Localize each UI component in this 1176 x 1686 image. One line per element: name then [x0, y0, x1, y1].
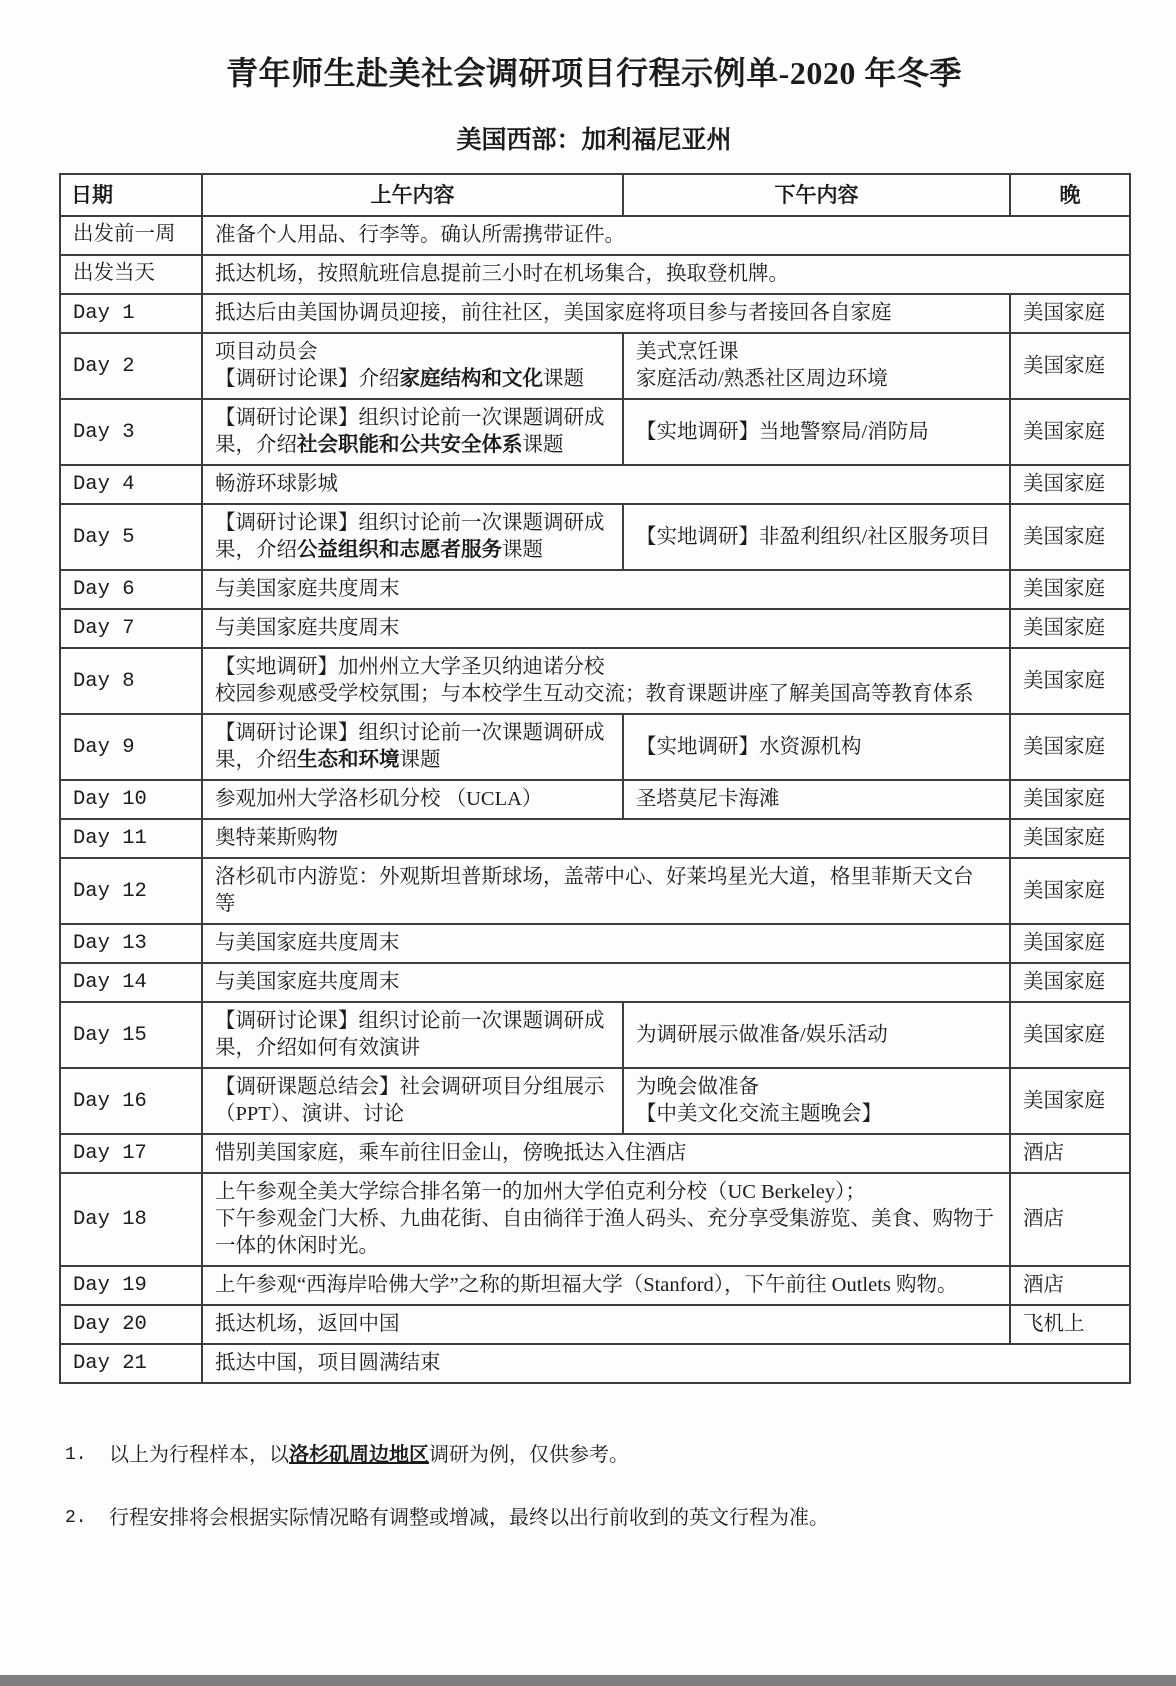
day-cell: Day 3 — [60, 399, 202, 465]
footnote-1 — [59, 1442, 1129, 1469]
cell-text: 上午参观“西海岸哈佛大学”之称的斯坦福大学（Stanford），下午前往 Outlets 购物。 — [215, 1274, 958, 1296]
table-row — [60, 333, 1130, 399]
cell-text: 奥特莱斯购物 — [215, 827, 338, 849]
column-header-morning: 上午内容 — [202, 174, 623, 216]
full-cell — [202, 648, 1010, 714]
cell-text: 美国家庭 — [1023, 788, 1105, 810]
footnote-text — [109, 1442, 1129, 1469]
cell-text: 下午参观金门大桥、九曲花街、自由徜徉于渔人码头、充分享受集游览、美食、购物于一体的休闲时光。 — [215, 1208, 994, 1257]
cell-text: 美国家庭 — [1023, 735, 1105, 758]
table-row — [60, 648, 1130, 714]
cell-text: 为晚会做准备 — [636, 1076, 759, 1098]
cell-text: 美国家庭 — [1023, 669, 1105, 692]
evening-cell — [1010, 333, 1130, 399]
evening-cell — [1010, 1134, 1130, 1173]
cell-text: 【调研课题总结会】社会调研项目分组展示（PPT）、演讲、讨论 — [215, 1076, 605, 1125]
evening-cell — [1010, 714, 1130, 780]
cell-text: 课题 — [502, 539, 543, 561]
full-cell — [202, 819, 1010, 858]
morning-cell — [202, 504, 623, 570]
topic-emphasis: 家庭结构和文化 — [399, 368, 543, 390]
cell-text: 【实地调研】水资源机构 — [636, 735, 862, 758]
footnote-text-post: 调研为例，仅供参考。 — [429, 1444, 629, 1466]
evening-cell — [1010, 399, 1130, 465]
footnote-emphasis: 洛杉矶周边地区 — [289, 1444, 429, 1466]
table-row — [60, 570, 1130, 609]
cell-text: 惜别美国家庭，乘车前往旧金山，傍晚抵达入住酒店 — [215, 1142, 687, 1164]
day-cell: Day 6 — [60, 570, 202, 609]
cell-text: 【调研讨论课】介绍 — [215, 368, 400, 390]
cell-text: 【调研讨论课】组织讨论前一次课题调研成果，介绍 — [215, 407, 605, 456]
evening-cell — [1010, 1305, 1130, 1344]
afternoon-cell — [623, 1068, 1010, 1134]
day-cell: Day 16 — [60, 1068, 202, 1134]
evening-cell — [1010, 570, 1130, 609]
cell-text: 美国家庭 — [1023, 971, 1105, 993]
afternoon-cell — [623, 714, 1010, 780]
cell-text: 课题 — [522, 434, 564, 456]
itinerary-table — [59, 173, 1131, 1384]
evening-cell — [1010, 1002, 1130, 1068]
afternoon-cell — [623, 504, 1010, 570]
day-cell: Day 13 — [60, 924, 202, 963]
cell-text: 上午参观全美大学综合排名第一的加州大学伯克利分校（UC Berkeley）； — [215, 1181, 866, 1203]
evening-cell — [1010, 504, 1130, 570]
cell-text: 飞机上 — [1023, 1313, 1085, 1335]
full-cell — [202, 924, 1010, 963]
table-row — [60, 819, 1130, 858]
morning-cell — [202, 1002, 623, 1068]
table-row — [60, 1134, 1130, 1173]
header-row — [60, 174, 1130, 216]
day-cell: Day 1 — [60, 294, 202, 333]
table-row — [60, 858, 1130, 924]
day-cell: Day 19 — [60, 1266, 202, 1305]
column-header-date: 日期 — [60, 174, 202, 216]
cell-text: 抵达后由美国协调员迎接，前往社区，美国家庭将项目参与者接回各自家庭 — [215, 302, 892, 324]
afternoon-cell — [623, 399, 1010, 465]
cell-text: 与美国家庭共度周末 — [215, 932, 400, 954]
cell-text: 【调研讨论课】组织讨论前一次课题调研成果，介绍如何有效演讲 — [215, 1010, 605, 1059]
footnote-number: 2. — [65, 1508, 87, 1528]
footnotes — [59, 1442, 1129, 1532]
cell-text: 美国家庭 — [1023, 1023, 1105, 1046]
topic-emphasis: 社会职能和公共安全体系 — [297, 434, 523, 456]
cell-text: 酒店 — [1023, 1142, 1064, 1164]
full-cell — [202, 1344, 1130, 1383]
table-row — [60, 714, 1130, 780]
table-row — [60, 780, 1130, 819]
cell-text: 美国家庭 — [1023, 525, 1105, 548]
itinerary-table-body — [60, 216, 1130, 1383]
cell-text: 与美国家庭共度周末 — [215, 971, 400, 993]
evening-cell — [1010, 648, 1130, 714]
cell-text: 美式烹饪课 — [636, 341, 739, 363]
day-cell: Day 17 — [60, 1134, 202, 1173]
day-cell: Day 12 — [60, 858, 202, 924]
full-cell — [202, 609, 1010, 648]
cell-text: 美国家庭 — [1023, 473, 1105, 495]
evening-cell — [1010, 963, 1130, 1002]
full-cell — [202, 216, 1130, 255]
day-cell: 出发前一周 — [60, 216, 202, 255]
full-cell — [202, 255, 1130, 294]
cell-text: 美国家庭 — [1023, 578, 1105, 600]
full-cell — [202, 570, 1010, 609]
cell-text: 【实地调研】当地警察局/消防局 — [636, 420, 929, 443]
full-cell — [202, 963, 1010, 1002]
table-row — [60, 1068, 1130, 1134]
footnote-2 — [59, 1505, 1129, 1532]
full-cell — [202, 1305, 1010, 1344]
cell-text: 美国家庭 — [1023, 420, 1105, 443]
cell-text: 校园参观感受学校氛围；与本校学生互动交流；教育课题讲座了解美国高等教育体系 — [215, 683, 974, 705]
table-row — [60, 963, 1130, 1002]
afternoon-cell — [623, 333, 1010, 399]
morning-cell — [202, 780, 623, 819]
table-row — [60, 1002, 1130, 1068]
table-row — [60, 294, 1130, 333]
table-row — [60, 504, 1130, 570]
full-cell — [202, 1266, 1010, 1305]
day-cell: Day 21 — [60, 1344, 202, 1383]
full-cell — [202, 465, 1010, 504]
evening-cell — [1010, 1173, 1130, 1266]
cell-text: 【调研讨论课】组织讨论前一次课题调研成果，介绍 — [215, 722, 605, 771]
cell-text: 美国家庭 — [1023, 302, 1105, 324]
cell-text: 美国家庭 — [1023, 617, 1105, 639]
table-row — [60, 1344, 1130, 1383]
cell-text: 圣塔莫尼卡海滩 — [636, 788, 780, 810]
full-cell — [202, 1173, 1010, 1266]
morning-cell — [202, 399, 623, 465]
day-cell: Day 10 — [60, 780, 202, 819]
cell-text: 美国家庭 — [1023, 879, 1105, 902]
table-row — [60, 465, 1130, 504]
table-row — [60, 924, 1130, 963]
day-cell: Day 9 — [60, 714, 202, 780]
day-cell: Day 7 — [60, 609, 202, 648]
footnote-text-pre: 行程安排将会根据实际情况略有调整或增减，最终以出行前收到的英文行程为准。 — [109, 1507, 829, 1529]
evening-cell — [1010, 924, 1130, 963]
footnote-text-pre: 以上为行程样本，以 — [109, 1444, 289, 1466]
cell-text: 美国家庭 — [1023, 354, 1105, 377]
topic-emphasis: 公益组织和志愿者服务 — [297, 539, 502, 561]
cell-text: 酒店 — [1023, 1208, 1064, 1230]
table-row — [60, 255, 1130, 294]
evening-cell — [1010, 780, 1130, 819]
full-cell — [202, 1134, 1010, 1173]
bottom-edge-bar — [0, 1675, 1176, 1686]
full-cell — [202, 858, 1010, 924]
afternoon-cell — [623, 780, 1010, 819]
day-cell: Day 14 — [60, 963, 202, 1002]
day-cell: Day 8 — [60, 648, 202, 714]
cell-text: 酒店 — [1023, 1274, 1064, 1296]
cell-text: 畅游环球影城 — [215, 473, 338, 495]
evening-cell — [1010, 465, 1130, 504]
cell-text: 美国家庭 — [1023, 932, 1105, 954]
column-header-evening: 晚 — [1010, 174, 1130, 216]
evening-cell — [1010, 819, 1130, 858]
cell-text: 准备个人用品、行李等。确认所需携带证件。 — [215, 224, 625, 246]
day-cell: Day 4 — [60, 465, 202, 504]
cell-text: 与美国家庭共度周末 — [215, 617, 400, 639]
footnote-text — [109, 1505, 1129, 1532]
evening-cell — [1010, 294, 1130, 333]
cell-text: 项目动员会 — [215, 341, 318, 363]
table-row — [60, 1173, 1130, 1266]
day-cell: Day 11 — [60, 819, 202, 858]
cell-text: 与美国家庭共度周末 — [215, 578, 400, 600]
afternoon-cell — [623, 1002, 1010, 1068]
evening-cell — [1010, 858, 1130, 924]
cell-text: 等 — [215, 893, 236, 915]
morning-cell — [202, 714, 623, 780]
cell-text: 家庭活动/熟悉社区周边环境 — [636, 368, 888, 390]
cell-text: 【中美文化交流主题晚会】 — [636, 1103, 882, 1125]
evening-cell — [1010, 609, 1130, 648]
day-cell: Day 20 — [60, 1305, 202, 1344]
topic-emphasis: 生态和环境 — [297, 749, 400, 771]
cell-text: 参观加州大学洛杉矶分校 （UCLA） — [215, 788, 543, 810]
day-cell: Day 2 — [60, 333, 202, 399]
table-row — [60, 216, 1130, 255]
cell-text: 抵达机场，按照航班信息提前三小时在机场集合，换取登机牌。 — [215, 263, 789, 285]
cell-text: 美国家庭 — [1023, 1089, 1105, 1112]
morning-cell — [202, 1068, 623, 1134]
page-subtitle: 美国西部：加利福尼亚州 — [456, 127, 732, 154]
footnote-number: 1. — [65, 1445, 87, 1465]
day-cell: Day 5 — [60, 504, 202, 570]
cell-text: 抵达机场，返回中国 — [215, 1313, 400, 1335]
day-cell: Day 15 — [60, 1002, 202, 1068]
cell-text: 【实地调研】非盈利组织/社区服务项目 — [636, 525, 991, 548]
column-header-afternoon: 下午内容 — [623, 174, 1010, 216]
cell-text: 【调研讨论课】组织讨论前一次课题调研成果，介绍 — [215, 512, 605, 561]
cell-text: 美国家庭 — [1023, 827, 1105, 849]
table-row — [60, 399, 1130, 465]
table-row — [60, 1266, 1130, 1305]
cell-text: 为调研展示做准备/娱乐活动 — [636, 1023, 888, 1046]
page-title: 青年师生赴美社会调研项目行程示例单-2020 年冬季 — [226, 55, 962, 91]
evening-cell — [1010, 1266, 1130, 1305]
cell-text: 洛杉矶市内游览：外观斯坦普斯球场，盖蒂中心、好莱坞星光大道，格里菲斯天文台 — [215, 866, 974, 888]
morning-cell — [202, 333, 623, 399]
evening-cell — [1010, 1068, 1130, 1134]
table-row — [60, 1305, 1130, 1344]
cell-text: 【实地调研】加州州立大学圣贝纳迪诺分校 — [215, 656, 605, 678]
table-row — [60, 609, 1130, 648]
day-cell: Day 18 — [60, 1173, 202, 1266]
full-cell — [202, 294, 1010, 333]
cell-text: 课题 — [543, 368, 584, 390]
day-cell: 出发当天 — [60, 255, 202, 294]
cell-text: 抵达中国，项目圆满结束 — [215, 1352, 441, 1374]
cell-text: 课题 — [399, 749, 441, 771]
